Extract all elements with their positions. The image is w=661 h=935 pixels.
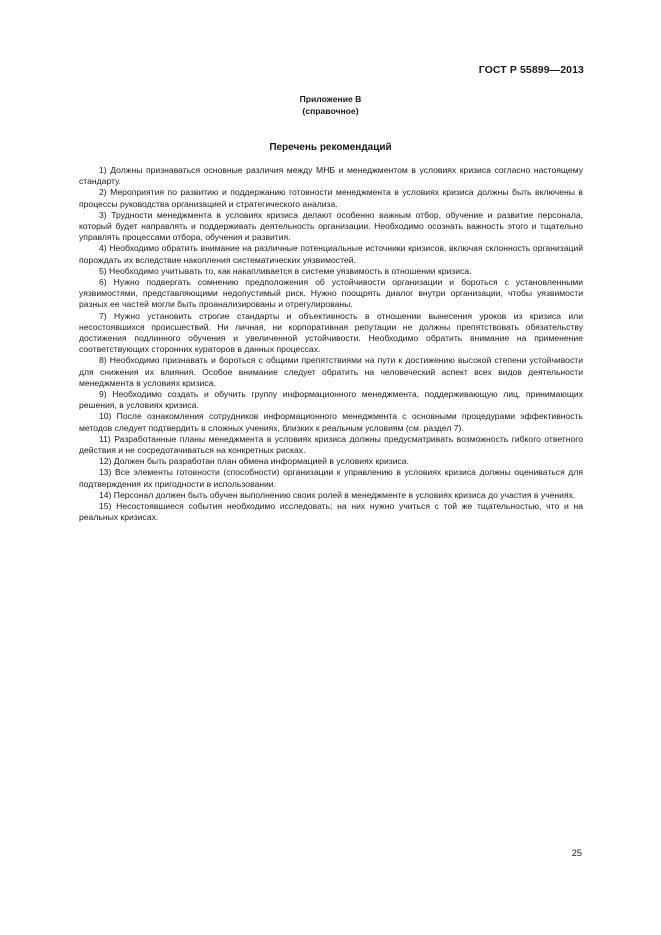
recommendation-item: 4) Необходимо обратить внимание на различные потенциальные источники кризисов, включая склонность организаций порождать их вследствие накопления систематических уязвимостей. <box>79 243 583 265</box>
page-number: 25 <box>571 848 582 858</box>
recommendation-item: 9) Необходимо создать и обучить группу информационного менеджмента, поддерживающую лиц, принимающих решения, в условиях кризиса. <box>79 389 583 411</box>
appendix-heading <box>0 94 661 117</box>
recommendation-item: 15) Несостоявшиеся события необходимо исследовать; на них нужно учиться с той же тщательностью, что и на реальных кризисах. <box>79 501 583 523</box>
recommendation-item: 11) Разработанные планы менеджмента в условиях кризиса должны предусматривать возможность гибкого ответного действия и не сосредотачиваться на конкретных рисках. <box>79 433 583 456</box>
recommendation-item: 2) Мероприятия по развитию и поддержанию готовности менеджмента в условиях кризиса должны быть включены в процессы руководства организацией и стратегического анализа. <box>79 187 583 209</box>
recommendation-item: 5) Необходимо учитывать то, как накапливается в системе уязвимость в отношении кризиса. <box>99 265 472 276</box>
recommendations-list <box>79 165 583 524</box>
recommendation-item: 8) Необходимо признавать и бороться с общими препятствиями на пути к достижению высокой степени устойчивости для снижения их влияния. Особое внимание следует обратить на человеческий аспект всех видов деятельности менеджмента в условиях кризиса. <box>79 355 583 388</box>
recommendation-item: 1) Должны признаваться основные различия между МНБ и менеджментом в условиях кризиса согласно настоящему стандарту. <box>79 165 583 187</box>
recommendation-item: 14) Персонал должен быть обучен выполнению своих ролей в менеджменте в условиях кризиса до участия в учениях. <box>99 489 576 500</box>
document-id: ГОСТ Р 55899—2013 <box>478 64 584 76</box>
recommendation-item: 7) Нужно установить строгие стандарты и объективность в отношении вынесения уроков из кризиса или несостоявшихся происшествий. Ни личная, ни корпоративная репутации не должны препятствовать обязательству достижения подлинного обучения и увеличенной устойчивости. Необходимо обратить внимание на применение соответствующих сторонних кураторов в данных процессах. <box>79 310 583 355</box>
recommendation-item: 13) Все элементы готовности (способности) организации к управлению в условиях кризиса должны оцениваться для подтверждения их пригодности в использовании. <box>79 467 583 489</box>
recommendation-item: 6) Нужно подвергать сомнению предположения об устойчивости организации и бороться с установленными уязвимостями, представляющими недопустимый риск. Нужно поощрять диалог внутри организации, чтобы уязвимости разных ее частей могли быть проанализированы и отрегулированы. <box>79 277 583 310</box>
recommendation-item: 3) Трудности менеджмента в условиях кризиса делают особенно важным отбор, обучение и развитие персонала, который будет направлять и поддерживать деятельность организации. Необходимо осознать важность этого и тщательно управлять процессами отбора, обучения и развития. <box>79 209 583 243</box>
section-title: Перечень рекомендаций <box>269 142 392 153</box>
appendix-title: Приложение В <box>299 94 362 104</box>
recommendation-item: 10) После ознакомления сотрудников информационного менеджмента с основными процедурами эффективность методов следует подтвердить в сложных учениях, близких к реальным условиям (см. раздел 7). <box>79 411 583 433</box>
recommendation-item: 12) Должен быть разработан план обмена информацией в условиях кризиса. <box>99 456 409 467</box>
appendix-subtitle: (справочное) <box>302 105 359 116</box>
